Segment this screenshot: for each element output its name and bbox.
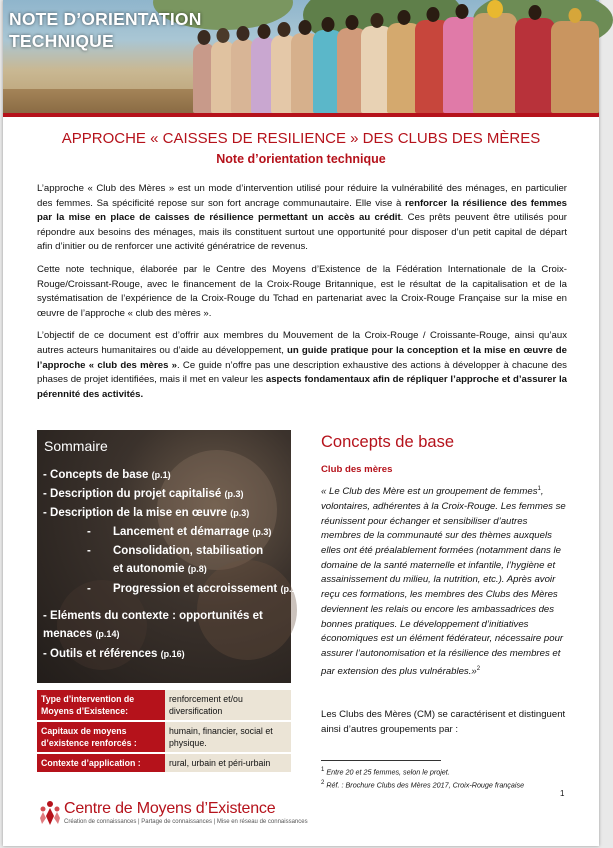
toc-list	[43, 466, 305, 664]
footnote-ref[interactable]: 1	[537, 486, 541, 492]
logo-text: Centre de Moyens d’Existence	[64, 800, 276, 817]
toc-item-description-projet[interactable]: - Description du projet capitalisé (p.3)	[43, 488, 244, 500]
info-value: renforcement et/ou diversification	[165, 690, 291, 721]
info-value: rural, urbain et péri-urbain	[165, 753, 291, 773]
toc-item-mise-en-oeuvre[interactable]: - Description de la mise en œuvre (p.3)	[43, 507, 250, 519]
header-banner	[3, 0, 599, 113]
intro-text	[37, 182, 567, 410]
info-key: Capitaux de moyens d’existence renforcés :	[37, 721, 165, 753]
footnote-divider	[321, 760, 441, 761]
info-key: Contexte d’application :	[37, 753, 165, 773]
table-of-contents	[37, 430, 305, 683]
intro-paragraph-3: L’objectif de ce document est d’offrir aux membres du Mouvement de la Croix-Rouge / Croissante-Rouge, ainsi qu’aux autres acteurs humanitaires ou d’aide au développement, un guide pratique pour la conception et la mise en œuvre de l’approche « club des mères ». Ce guide n’offre pas une description exhaustive des actions à développer à chacune des phases de projet identifiées, mais il met en valeur les aspects fondamentaux afin de répliquer l’approche et d’assurer la pérennité des activités.	[37, 330, 567, 400]
section-heading-concepts: Concepts de base	[321, 433, 455, 451]
document-title: APPROCHE « CAISSES DE RESILIENCE » DES CLUBS DES MÈRES	[61, 130, 541, 147]
info-value: humain, financier, social et physique.	[165, 721, 291, 753]
table-row	[37, 690, 291, 721]
header-divider	[3, 113, 599, 117]
toc-item-consolidation[interactable]: - Consolidation, stabilisation et autonomie (p.8)	[43, 542, 273, 578]
footnote: $^2$ Réf. : Brochure Clubs des Mères 2017, Croix-Rouge française	[321, 779, 525, 790]
info-key: Type d’intervention de Moyens d’Existence:	[37, 690, 165, 721]
intro-paragraph-2: Cette note technique, élaborée par le Centre des Moyens d’Existence de la Fédération Internationale de la Croix-Rouge/Croissant-Rouge, avec le financement de la Croix-Rouge Britannique, est le résultat de la capitalisation et de la systématisation de l’expérience de la Croix-Rouge du Tchad en partenariat avec la Croix-Rouge Française sur la mise en œuvre de l’approche « club des mères ».	[37, 263, 567, 319]
club-definition-quote: « Le Club des Mère est un groupement de femmes$^1$, volontaires, adhérentes à la Croix-Rouge. Les femmes se réunissent pour échanger et sensibiliser d’autres membres de la communauté sur des thèmes auxquels elles ont été préalablement formées (notamment dans le domaine de la santé maternelle et infantile, l’hygiène et assainissement du milieu, la nutrition, etc.). Après avoir reçu ces formations, les membres des Clubs des Mères deviennent les relais ou encore les ambassadrices des bonnes pratiques. Le développement d’initiatives économiques est un élément fédérateur, nécessaire pour assurer l’autonomisation et la résilience des membres et par extension des plus vulnérables.»$^2$	[321, 486, 566, 677]
logo-tagline: Création de connaissances | Partage de connaissances | Mise en réseau de connaissances	[64, 819, 308, 825]
footnotes	[321, 765, 581, 791]
people-logo-icon	[39, 800, 61, 826]
document-page	[3, 0, 599, 846]
intro-paragraph-1: L’approche « Club des Mères » est un mode d’intervention utilisé pour réduire la vulnérabilité des ménages, en particulier des femmes. Sa spécificité repose sur son fort ancrage communautaire. Elle vise à renforcer la résilience des femmes par la mise en place de caisses de résilience permettant un accès au crédit. Ces prêts peuvent être utilisés pour répondre aux besoins des ménages, mais ils constituent surtout une opportunité pour disposer d’un petit capital de départ afin d’initier ou de renforcer une activité génératrice de revenus.	[37, 183, 568, 253]
club-characteristics-text: Les Clubs des Mères (CM) se caractérisent et distinguent ainsi d’autres groupements par :	[321, 709, 566, 735]
subsection-heading-club: Club des mères	[321, 464, 393, 475]
toc-item-concepts[interactable]: - Concepts de base (p.1)	[43, 469, 171, 481]
toc-title: Sommaire	[44, 438, 108, 454]
intervention-info-table	[37, 690, 291, 774]
page-number: 1	[560, 789, 565, 798]
toc-item-progression[interactable]: - Progression et accroissement (p.13)	[43, 580, 287, 599]
table-row	[37, 721, 291, 753]
table-row	[37, 753, 291, 773]
footnote: $^1$ Entre 20 et 25 femmes, selon le projet.	[321, 767, 450, 777]
toc-item-outils[interactable]: - Outils et références (p.16)	[43, 648, 185, 660]
document-subtitle: Note d’orientation technique	[216, 152, 386, 166]
organization-logo	[37, 798, 308, 832]
toc-item-lancement[interactable]: - Lancement et démarrage (p.3)	[43, 523, 287, 542]
footnote-ref[interactable]: 2	[476, 665, 481, 672]
banner-title: NOTE D’ORIENTATION TECHNIQUE	[9, 9, 202, 51]
toc-item-contexte[interactable]: - Eléments du contexte : opportunités et menaces (p.14)	[43, 610, 263, 640]
